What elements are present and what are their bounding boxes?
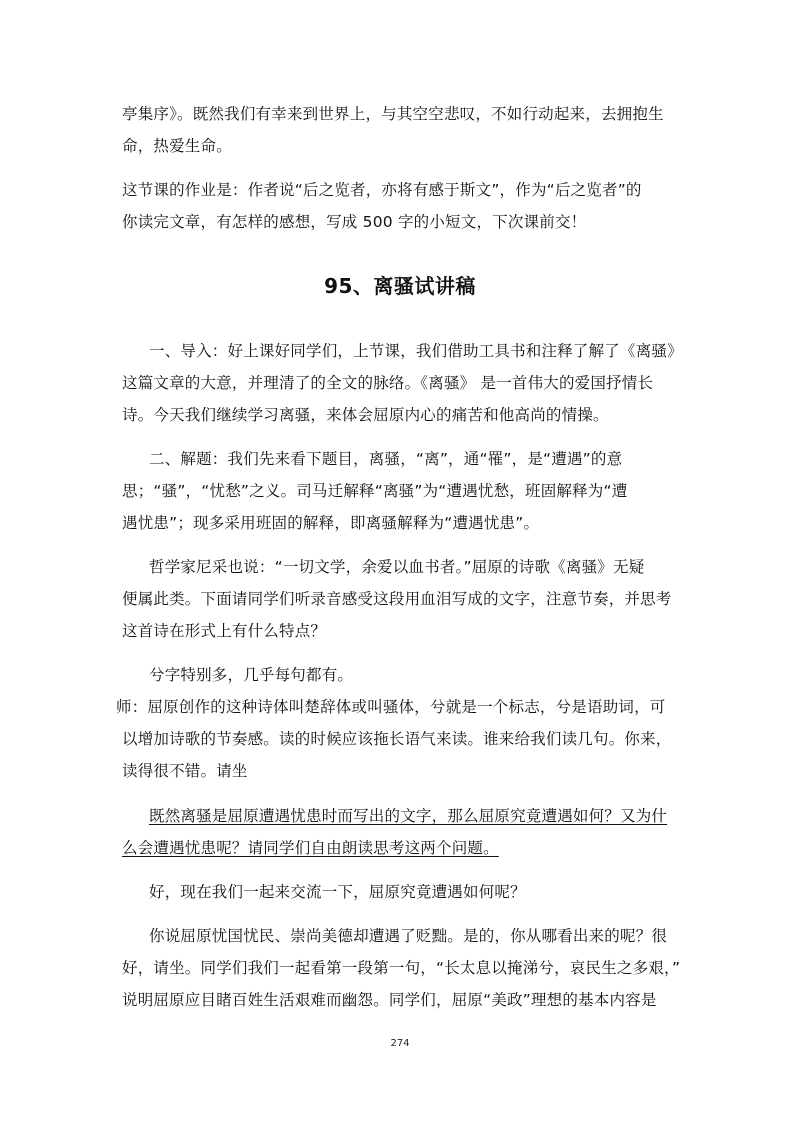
text-line: 遇忧患”；现多采用班固的解释，即离骚解释为“遭遇忧患”。 [122, 514, 540, 532]
text-line: 好，现在我们一起来交流一下，屈原究竟遭遇如何呢？ [149, 883, 526, 901]
text-line: 思；“骚”，“忧愁”之义。司马迁解释“离骚”为“遭遇忧愁，班固解释为“遭 [122, 482, 628, 500]
text-line: 诗。今天我们继续学习离骚，来体会屈原内心的痛苦和他高尚的情操。 [122, 406, 609, 424]
text-line: 你说屈原忧国忧民、崇尚美德却遭遇了贬黜。是的，你从哪看出来的呢？很 [149, 927, 668, 945]
text-line: 亭集序》。既然我们有幸来到世界上，与其空空悲叹，不如行动起来，去拥抱生 [122, 105, 664, 123]
text-line: 兮字特别多，几乎每句都有。 [149, 666, 354, 684]
text-line: 读得很不错。请坐 [122, 762, 248, 780]
section-title: 95、离骚试讲稿 [324, 274, 476, 298]
text-line: 一、导入：好上课好同学们，上节课，我们借助工具书和注释了解了《离骚》 [149, 342, 683, 360]
text-line: 以增加诗歌的节奏感。读的时候应该拖长语气来读。谁来给我们读几句。你来， [122, 730, 672, 748]
text-line: 便属此类。下面请同学们听录音感受这段用血泪写成的文字，注意节奏，并思考 [122, 590, 672, 608]
text-line: 这首诗在形式上有什么特点？ [122, 622, 327, 640]
text-line: 么会遭遇忧患呢？请同学们自由朗读思考这两个问题。 [122, 839, 499, 857]
text-line: 既然离骚是屈原遭遇忧患时而写出的文字，那么屈原究竟遭遇如何？又为什 [149, 807, 668, 825]
text-line: 好，请坐。同学们我们一起看第一段第一句，“长太息以掩涕兮，哀民生之多艰，” [122, 959, 681, 977]
text-line: 说明屈原应目睹百姓生活艰难而幽怨。同学们，屈原“美政”理想的基本内容是 [122, 991, 657, 1009]
text-line: 二、解题：我们先来看下题目，离骚，“离”，通“罹”，是“遭遇”的意 [149, 450, 623, 468]
text-line: 这节课的作业是：作者说“后之览者，亦将有感于斯文”，作为“后之览者”的 [122, 181, 642, 199]
text-line: 这篇文章的大意，并理清了的全文的脉络。《离骚》 是一首伟大的爱国抒情长 [122, 374, 654, 392]
text-line: 你读完文章，有怎样的感想，写成 500 字的小短文，下次课前交！ [122, 213, 587, 231]
text-line: 哲学家尼采也说：“一切文学，余爱以血书者。”屈原的诗歌《离骚》无疑 [149, 558, 645, 576]
text-line: 师：屈原创作的这种诗体叫楚辞体或叫骚体，兮就是一个标志，兮是语助词，可 [116, 698, 666, 716]
text-line: 命，热爱生命。 [122, 137, 232, 155]
page-number: 274 [390, 1038, 410, 1049]
